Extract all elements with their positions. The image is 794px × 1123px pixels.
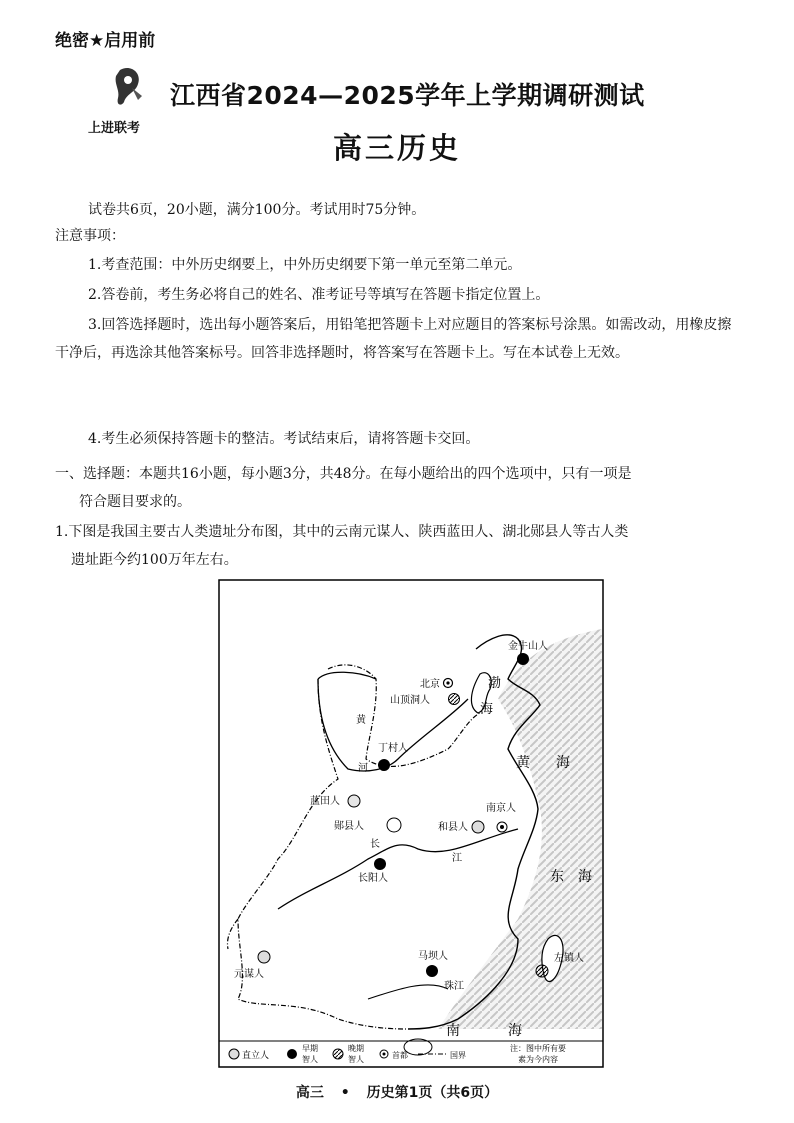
question-1-line-1: 1.下图是我国主要古人类遗址分布图，其中的云南元谋人、陕西蓝田人、湖北郧县人等古人类 [55,524,629,540]
shandingdong-label: 山顶洞人 [390,695,430,706]
ancient-human-sites-map [218,579,604,1068]
lantian-label: 蓝田人 [310,796,340,807]
legend-upright: 直立人 [242,1051,270,1061]
zuozhen-label: 左镇人 [554,953,584,964]
yuanmou-label: 元谋人 [234,969,264,980]
footer-page: 历史第1页（共6页） [366,1085,499,1101]
logo-text: 上进联考 [88,121,141,136]
dingcun-marker [378,759,390,771]
yunxian-marker [387,818,401,832]
legend-late-2: 智人 [348,1055,364,1064]
bohai-label-2: 海 [480,702,494,717]
legend-note-1: 注：图中所有要 [510,1044,566,1053]
legend-note-2: 素为今内容 [518,1055,558,1064]
yellow-river-label-2: 河 [358,763,368,774]
confidential-label: 绝密★启用前 [55,31,156,51]
yellow-sea-label-1: 黄 [516,755,530,771]
legend-late-1: 晚期 [348,1044,364,1053]
jinniushan-label: 金牛山人 [508,641,548,652]
notice-item-2: 2.答卷前，考生务必将自己的姓名、准考证号等填写在答题卡指定位置上。 [88,287,550,303]
beijing-label: 北京 [420,679,440,690]
south-sea-label-2: 海 [508,1023,522,1039]
yuanmou-marker [258,951,270,963]
legend-early-1: 早期 [302,1044,318,1053]
jinniushan-marker [517,653,529,665]
pearl-river-label: 珠江 [444,981,464,992]
footer-grade: 高三 [295,1085,324,1101]
notice-heading: 注意事项： [55,228,125,244]
changyang-label: 长阳人 [358,873,388,884]
lantian-marker [348,795,360,807]
south-sea-label-1: 南 [446,1023,460,1039]
east-sea-label-1: 东 [550,869,564,885]
east-sea-label-2: 海 [578,869,592,885]
legend-early-2: 智人 [302,1055,318,1064]
maba-marker [426,965,438,977]
question-1-line-2: 遗址距今约100万年左右。 [71,552,238,568]
question-1-stem [55,518,745,574]
exam-title: 江西省2024—2025学年上学期调研测试 [170,81,645,110]
legend-border: 国界 [450,1051,466,1060]
dingcun-label: 丁村人 [378,743,408,754]
notice-item-1: 1.考查范围：中外历史纲要上，中外历史纲要下第一单元至第二单元。 [88,257,522,273]
section-line-1: 一、选择题：本题共16小题，每小题3分，共48分。在每小题给出的四个选项中，只有一项是 [55,466,632,482]
bohai-label-1: 渤 [488,676,502,691]
nanjing-label: 南京人 [486,803,516,814]
hexian-label: 和县人 [438,822,468,833]
changyang-marker [374,858,386,870]
exam-intro: 试卷共6页，20小题，满分100分。考试用时75分钟。 [88,202,426,218]
notice-item-4: 4.考生必须保持答题卡的整洁。考试结束后，请将答题卡交回。 [88,431,480,447]
yangtze-label-2: 江 [452,853,462,864]
shandingdong-marker [449,694,460,705]
maba-label: 马坝人 [418,951,448,962]
exam-subtitle: 高三历史 [332,131,461,165]
zuozhen-marker [536,965,548,977]
legend-capital: 首都 [392,1051,408,1060]
footer-dot: • [340,1085,350,1101]
page-footer [0,1082,794,1102]
yellow-river-label-1: 黄 [356,715,366,726]
notice-item-3: 3.回答选择题时，选出每小题答案后，用铅笔把答题卡上对应题目的答案标号涂黑。如需改动，用橡皮擦干净后，再选涂其他答案标号。回答非选择题时，将答案写在答题卡上。写在本试卷上无效。 [55,317,732,361]
exam-logo-icon [112,66,148,108]
section-heading [55,460,745,516]
yunxian-label: 郧县人 [334,821,364,832]
yellow-sea-label-2: 海 [556,755,570,771]
section-line-2: 符合题目要求的。 [79,494,191,510]
hexian-marker [472,821,484,833]
yangtze-label-1: 长 [370,839,380,850]
